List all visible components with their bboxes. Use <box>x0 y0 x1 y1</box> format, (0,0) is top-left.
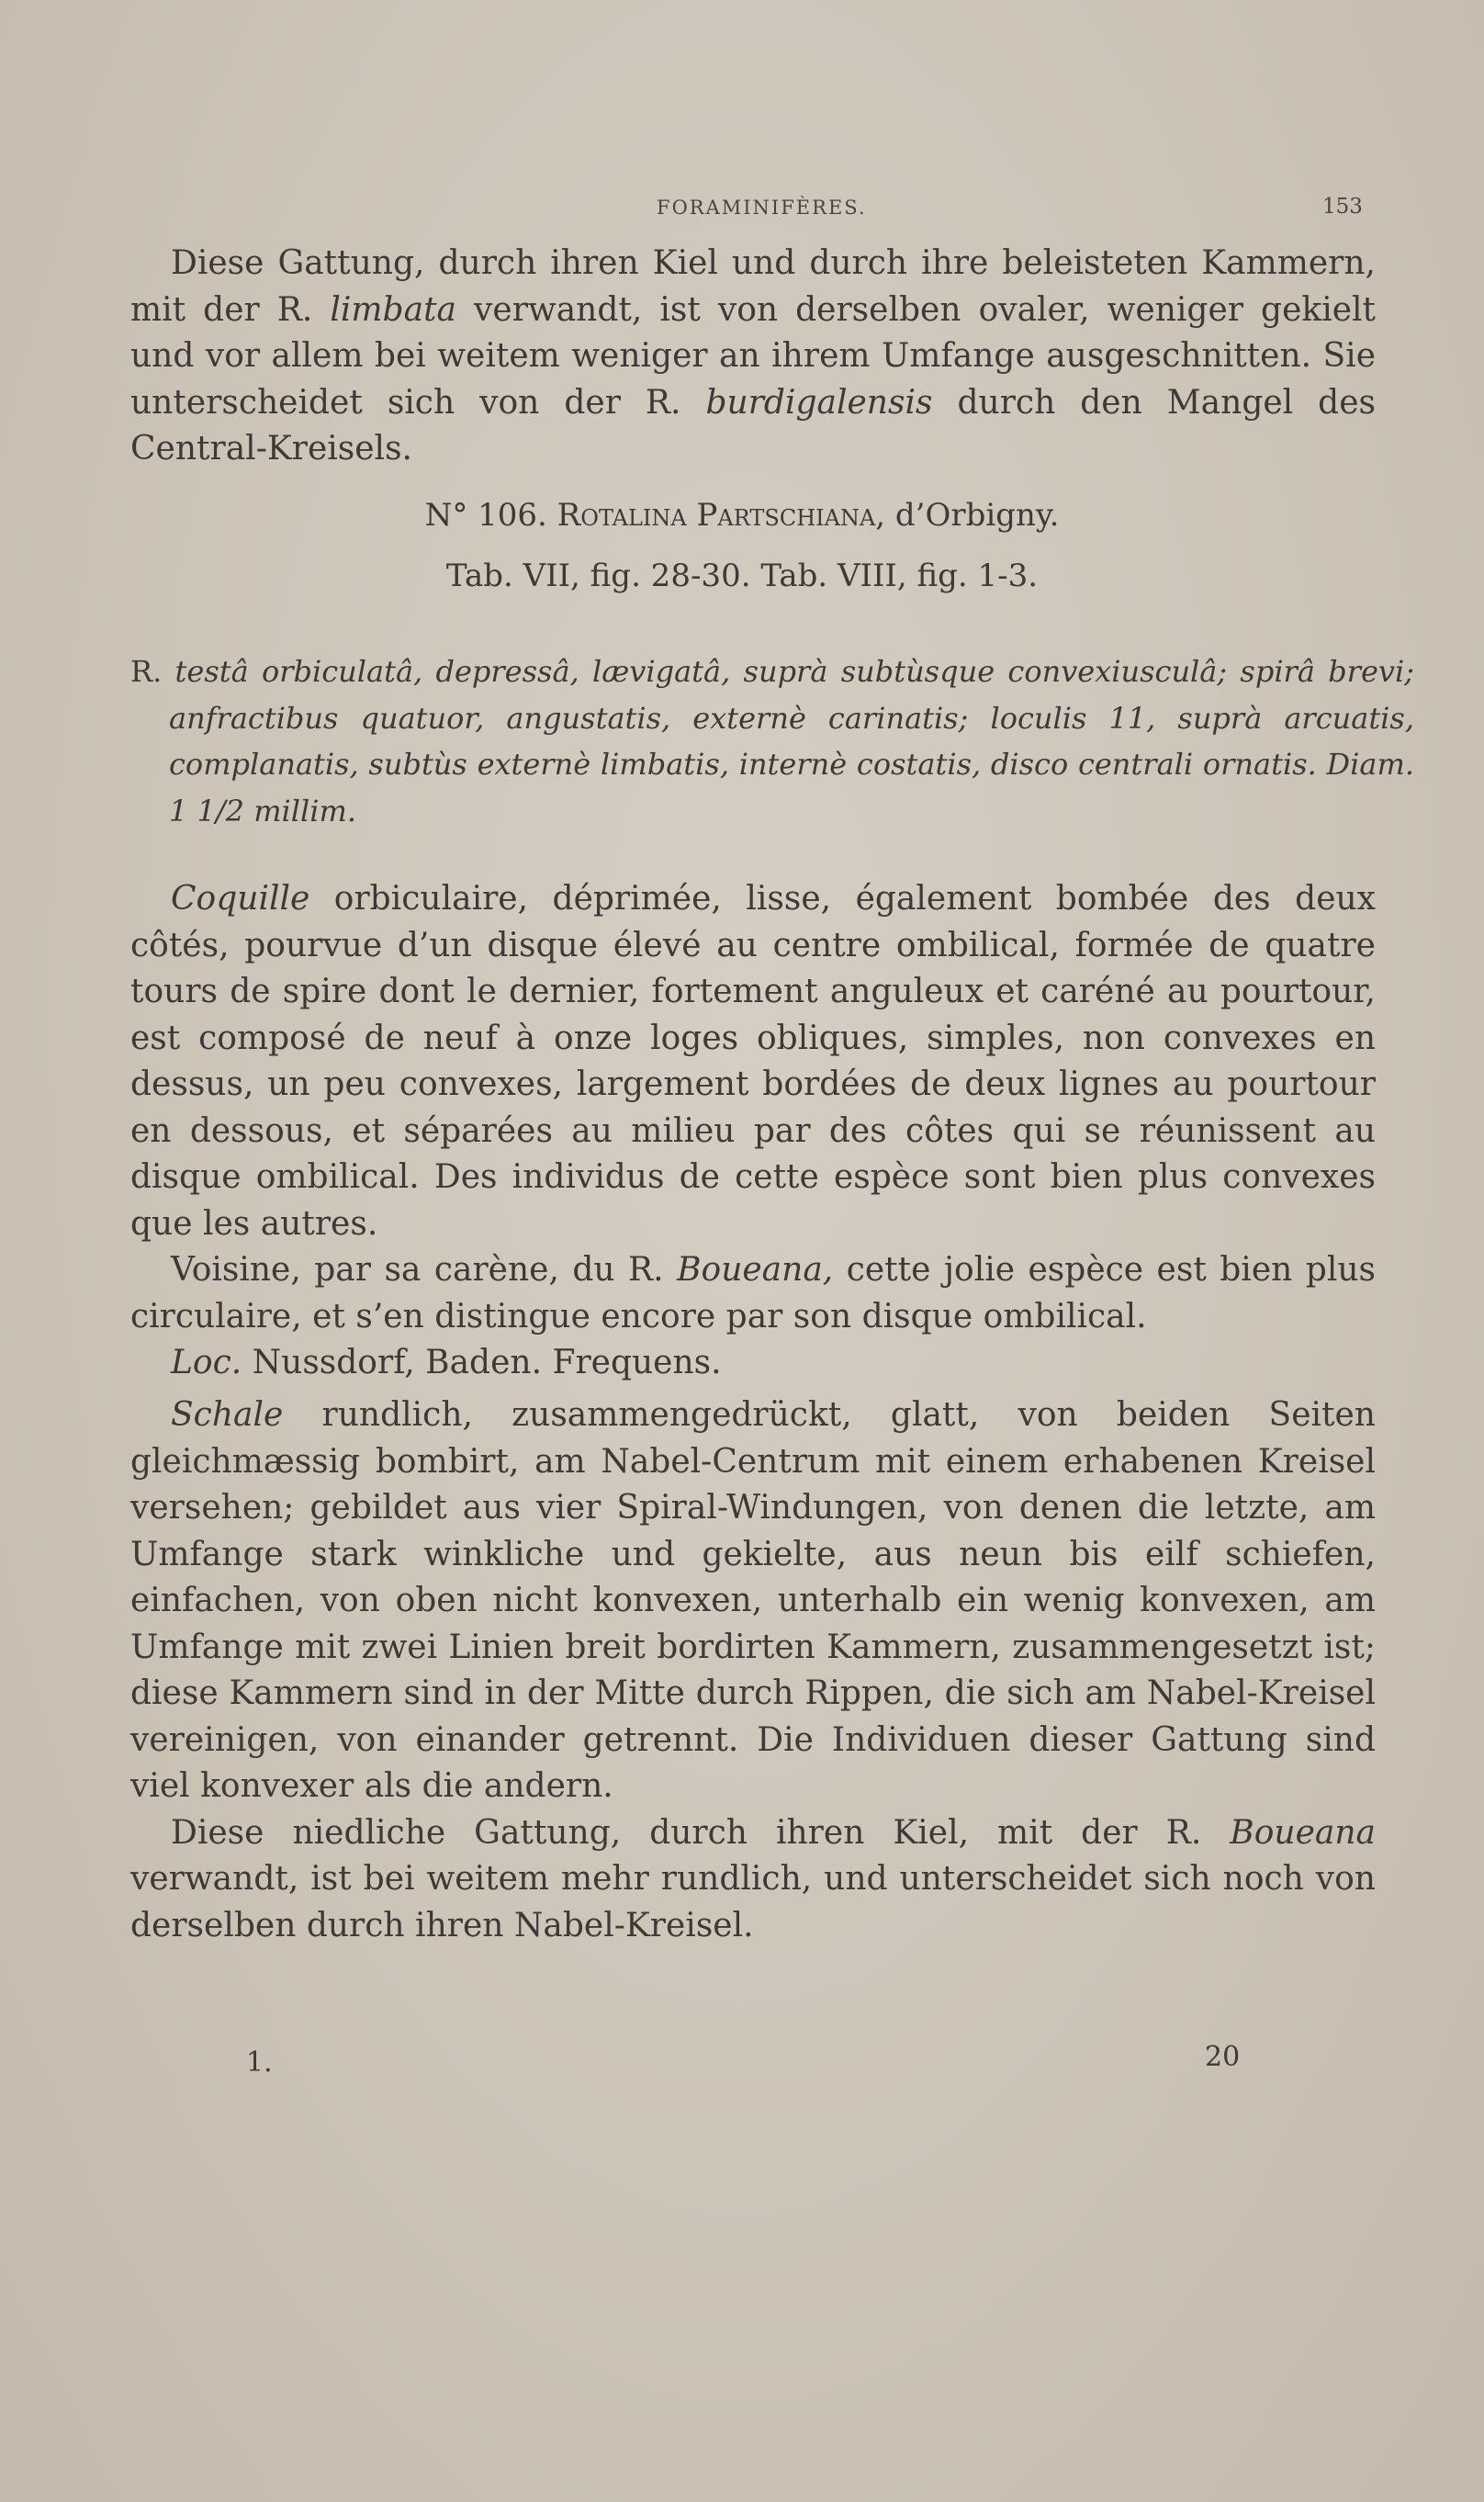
species-heading <box>0 493 1484 537</box>
german-description <box>130 1392 1376 1949</box>
plate-reference: Tab. VII, fig. 28-30. Tab. VIII, fig. 1-3. <box>445 558 1039 594</box>
species-author: , d’Orbigny. <box>875 497 1060 534</box>
signature-mark: 1. <box>246 2046 273 2079</box>
paragraph <box>130 241 1376 473</box>
text-run: Diese Gattung, durch ihren Kiel und durch ihre beleisteten Kammern, mit der R. <box>130 244 1376 329</box>
text-run: Diese niedliche Gattung, durch ihren Kiel, mit der R. <box>171 1813 1231 1852</box>
species-name: burdigalensis <box>705 383 933 422</box>
text-run: cette jolie espèce est bien plus circulaire, et s’en distingue encore par son disque ombilical. <box>130 1251 1376 1336</box>
running-header: FORAMINIFÈRES. <box>657 197 867 219</box>
species-name: limbata <box>330 290 456 329</box>
german-paragraph-previous <box>130 241 1376 473</box>
entry-number: N° 106. <box>424 497 557 534</box>
text-run: rundlich, zusammengedrückt, glatt, von beiden Seiten gleichmæssig bombirt, am Nabel-Centrum mit einem erhabenen Kreisel versehen; gebildet aus vier Spiral-Windungen, von denen die letzte, am Umfange stark winkliche und gekielte, aus neun bis eilf schiefen, einfachen, von oben nicht konvexen, unterhalb ein wenig konvexen, am Umfange mit zwei Linien breit bordirten Kammern, zusammengesetzt ist; diese Kammern sind in der Mitte durch Rippen, die sich am Nabel-Kreisel vereinigen, von einander getrennt. Die Individuen dieser Gattung sind viel konvexer als die andern. <box>130 1396 1376 1805</box>
sheet-number: 20 <box>1205 2041 1241 2073</box>
paragraph <box>130 1810 1376 1950</box>
locality-text: Nussdorf, Baden. Frequens. <box>242 1344 722 1381</box>
species-name: Boueana, <box>677 1251 834 1289</box>
genus-abbrev: R. <box>130 654 175 689</box>
species-name: Boueana <box>1230 1813 1376 1852</box>
french-description <box>130 876 1376 1387</box>
paragraph <box>130 876 1376 1247</box>
text-run: durch den Mangel des Central-Kreisels. <box>130 383 1377 468</box>
page-number: 153 <box>1322 195 1363 219</box>
latin-diagnosis <box>130 648 1414 834</box>
lead-word: Coquille <box>171 880 310 918</box>
text-run: orbiculaire, déprimée, lisse, également bombée des deux côtés, pourvue d’un disque élevé au centre ombilical, formée de quatre tours de spire dont le dernier, fortement anguleux et caréné au pourtour, est composé de neuf à onze loges obliques, simples, non convexes en dessus, un peu convexes, largement bordées de deux lignes au pourtour en dessous, et séparées au milieu par des côtes qui se réunissent au disque ombilical. Des individus de cette espèce sont bien plus convexes que les autres. <box>130 880 1376 1243</box>
text-run: verwandt, ist bei weitem mehr rundlich, und unterscheidet sich noch von derselben durch ihren Nabel-Kreisel. <box>130 1860 1376 1944</box>
lead-word: Schale <box>171 1396 284 1434</box>
locality <box>130 1340 1376 1387</box>
species-title: Rotalina Partschiana <box>556 497 876 534</box>
locality-label: Loc. <box>171 1344 242 1381</box>
text-run: Voisine, par sa carène, du R. <box>171 1251 678 1289</box>
paragraph <box>130 1392 1376 1810</box>
latin-text: testâ orbiculatâ, depressâ, lævigatâ, suprà subtùsque convexiusculâ; spirâ brevi; anfractibus quatuor, angustatis, externè carinatis; loculis 11, suprà arcuatis, complanatis, subtùs externè limbatis, internè costatis, disco centrali ornatis. Diam. 1 1/2 millim. <box>169 654 1415 828</box>
text-run: verwandt, ist von derselben ovaler, weniger gekielt und vor allem bei weitem weniger an ihrem Umfange ausgeschnitten. Sie unterscheidet sich von der R. <box>130 290 1376 422</box>
paragraph <box>130 1247 1376 1340</box>
